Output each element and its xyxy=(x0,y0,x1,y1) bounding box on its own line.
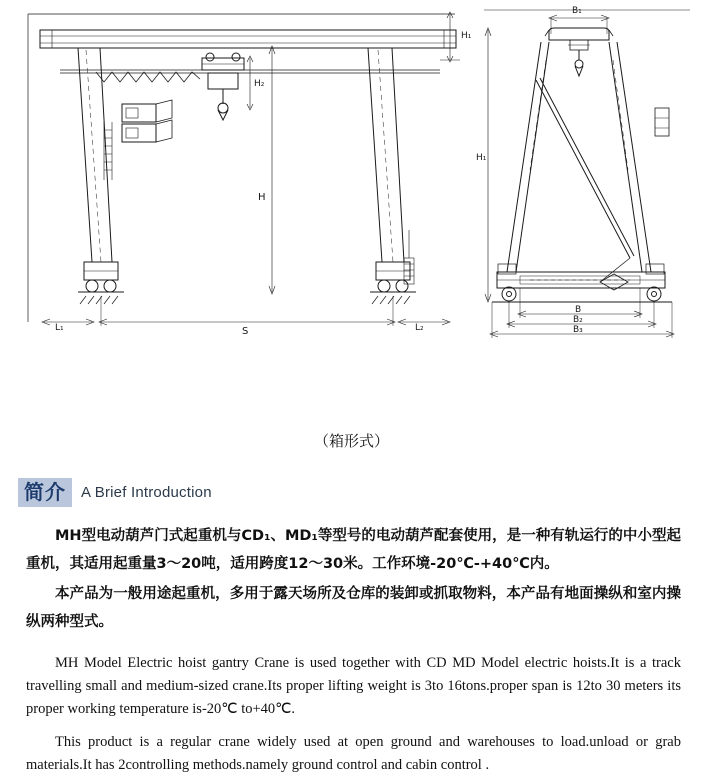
paragraph-spacer-2 xyxy=(26,721,681,731)
label-B3-side: B₃ xyxy=(573,325,583,335)
label-B-side: B xyxy=(575,305,582,315)
technical-drawing xyxy=(0,0,703,360)
label-L2: L₂ xyxy=(415,323,424,333)
label-B1-side: B₁ xyxy=(572,6,582,16)
paragraph-cn-2: 本产品为一般用途起重机，多用于露天场所及仓库的装卸或抓取物料，本产品有地面操纵和室内操纵两种型式。 xyxy=(26,586,681,630)
introduction-body xyxy=(26,522,681,777)
gantry-crane-drawing xyxy=(0,0,703,360)
label-L1: L₁ xyxy=(55,323,64,333)
section-title-cn: 简介 xyxy=(18,478,72,507)
label-H-front: H xyxy=(258,192,266,203)
paragraph-en-1: MH Model Electric hoist gantry Crane is used together with CD MD Model electric hoists.It is a track travelling small and medium-sized crane.Its proper lifting weight is 3to 16tons.proper span is 12to 30 meters its proper working temperature is-20℃ to+40℃. xyxy=(26,655,681,717)
label-S-span: S xyxy=(242,326,249,337)
label-B2-side: B₂ xyxy=(573,315,583,325)
paragraph-cn-1: MH型电动葫芦门式起重机与CD₁、MD₁等型号的电动葫芦配套使用，是一种有轨运行的中小型起重机，其适用起重量3～20吨，适用跨度12～30米。工作环境-20℃-+40℃内。 xyxy=(26,528,681,572)
label-H2-front: H₂ xyxy=(254,79,265,89)
figure-caption: （箱形式） xyxy=(313,432,389,450)
label-H1-side: H₁ xyxy=(476,153,487,163)
paragraph-en-2: This product is a regular crane widely used at open ground and warehouses to load.unload or grab materials.It has 2controlling methods.namely ground control and cabin control . xyxy=(26,734,681,773)
section-header xyxy=(18,478,212,507)
section-title-en: A Brief Introduction xyxy=(81,484,212,501)
label-H1-front: H₁ xyxy=(461,31,472,41)
paragraph-spacer xyxy=(26,638,681,652)
